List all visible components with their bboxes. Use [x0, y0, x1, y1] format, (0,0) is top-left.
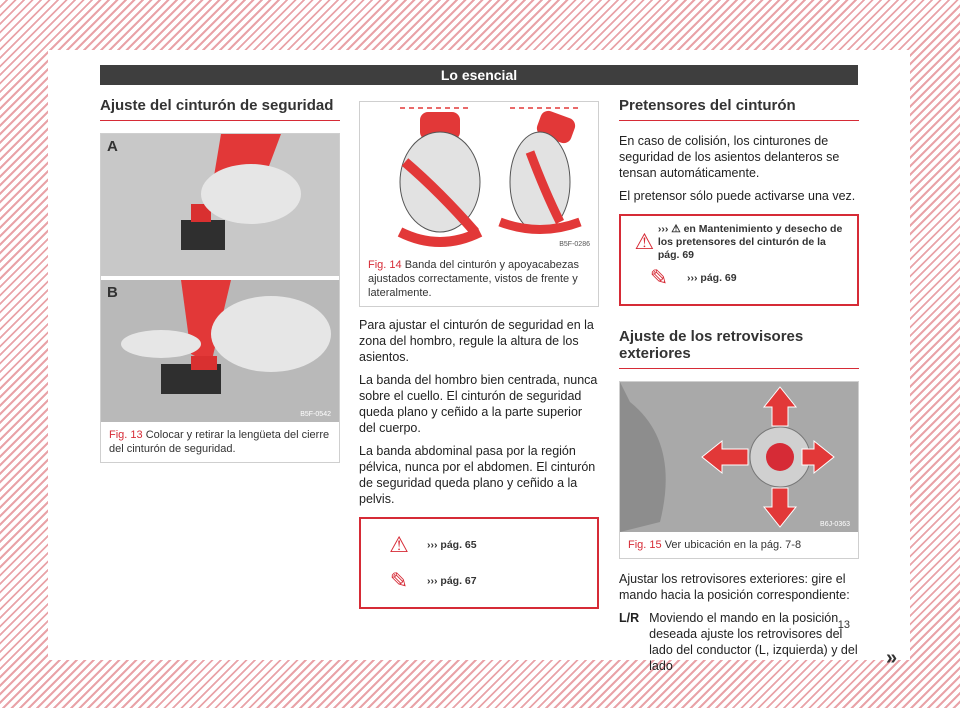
definition-lr: [619, 610, 859, 674]
pretensioner-text: [619, 133, 859, 204]
figure-ref-code: B6J-0363: [820, 521, 850, 528]
figure-14-caption: [360, 252, 598, 306]
note-link[interactable]: ››› pág. 69: [687, 271, 737, 284]
figure-14: [359, 101, 599, 307]
figure-14-label: Fig. 14: [368, 259, 402, 271]
warning-triangle-icon: ⚠: [634, 229, 655, 254]
note-link[interactable]: ››› pág. 67: [427, 574, 477, 587]
heading-seatbelt: Ajuste del cinturón de seguridad: [100, 97, 340, 121]
definition-key: L/R: [619, 611, 640, 625]
figure-13-label: Fig. 13: [109, 429, 143, 441]
column-belt-fit: [359, 101, 599, 609]
note-book-icon: ✎: [389, 568, 409, 593]
mirror-control-image: [620, 382, 858, 532]
paragraph: En caso de colisión, los cinturones de seguridad de los asientos delanteros se tensan automáticamente.: [619, 134, 840, 180]
figure-15-label: Fig. 15: [628, 539, 662, 551]
warning-link[interactable]: ››› pág. 65: [427, 538, 477, 551]
warning-box: [359, 517, 599, 609]
figure-15-text: Ver ubicación en la pág. 7-8: [664, 539, 802, 551]
warning-row: [631, 224, 847, 260]
section-header: Lo esencial: [100, 65, 858, 85]
warning-box: [619, 214, 859, 306]
figure-15: [619, 381, 859, 559]
note-row: [631, 260, 847, 296]
figure-ref-code: B5F-0286: [559, 241, 590, 248]
paragraph: Para ajustar el cinturón de seguridad en la zona del hombro, regule la altura de los asientos.: [359, 318, 594, 364]
skeleton-image: [360, 102, 598, 252]
figure-14-text: Banda del cinturón y apoyacabezas ajustados correctamente, vistos de frente y lateralmente.: [368, 259, 579, 299]
note-book-icon: ✎: [649, 265, 669, 290]
heading-mirrors: Ajuste de los retrovisores exteriores: [619, 328, 859, 369]
continue-arrow: »: [886, 647, 898, 669]
figure-13-caption: [101, 422, 339, 462]
paragraph: La banda del hombro bien centrada, nunca sobre el cuello. El cinturón de seguridad queda plano y ceñido a la parte superior del cuerpo.: [359, 373, 598, 435]
warning-link[interactable]: ››› ⚠ en Mantenimiento y desecho de los pretensores del cinturón de la pág. 69: [657, 222, 843, 261]
figure-label-a: A: [107, 138, 118, 155]
figure-ref-code: B5F-0542: [300, 411, 331, 418]
figure-13: [100, 133, 340, 463]
warning-triangle-icon: ⚠: [389, 532, 409, 557]
page-number: 13: [837, 619, 850, 631]
definition-text: Moviendo el mando en la posición deseada ajuste los retrovisores del lado del conductor (L, izquierda) y del lado: [649, 611, 858, 673]
belt-fit-text: [359, 317, 599, 507]
heading-pretensioners: Pretensores del cinturón: [619, 97, 859, 121]
paragraph: La banda abdominal pasa por la región pélvica, nunca por el abdomen. El cinturón de seguridad queda plano y ceñido a la pelvis.: [359, 444, 596, 506]
seatbelt-image: [101, 134, 339, 422]
mirror-text: [619, 571, 859, 674]
note-row: [371, 563, 587, 599]
column-seatbelt: [100, 97, 340, 463]
warning-row: [371, 527, 587, 563]
paragraph: Ajustar los retrovisores exteriores: gire el mando hacia la posición correspondiente:: [619, 572, 850, 602]
paragraph: El pretensor sólo puede activarse una vez.: [619, 189, 856, 203]
figure-15-caption: [620, 532, 858, 558]
manual-page: [48, 50, 910, 673]
column-pretensioners: [619, 97, 859, 674]
figure-13-text: Colocar y retirar la lengüeta del cierre del cinturón de seguridad.: [109, 429, 330, 455]
figure-label-b: B: [107, 284, 118, 301]
